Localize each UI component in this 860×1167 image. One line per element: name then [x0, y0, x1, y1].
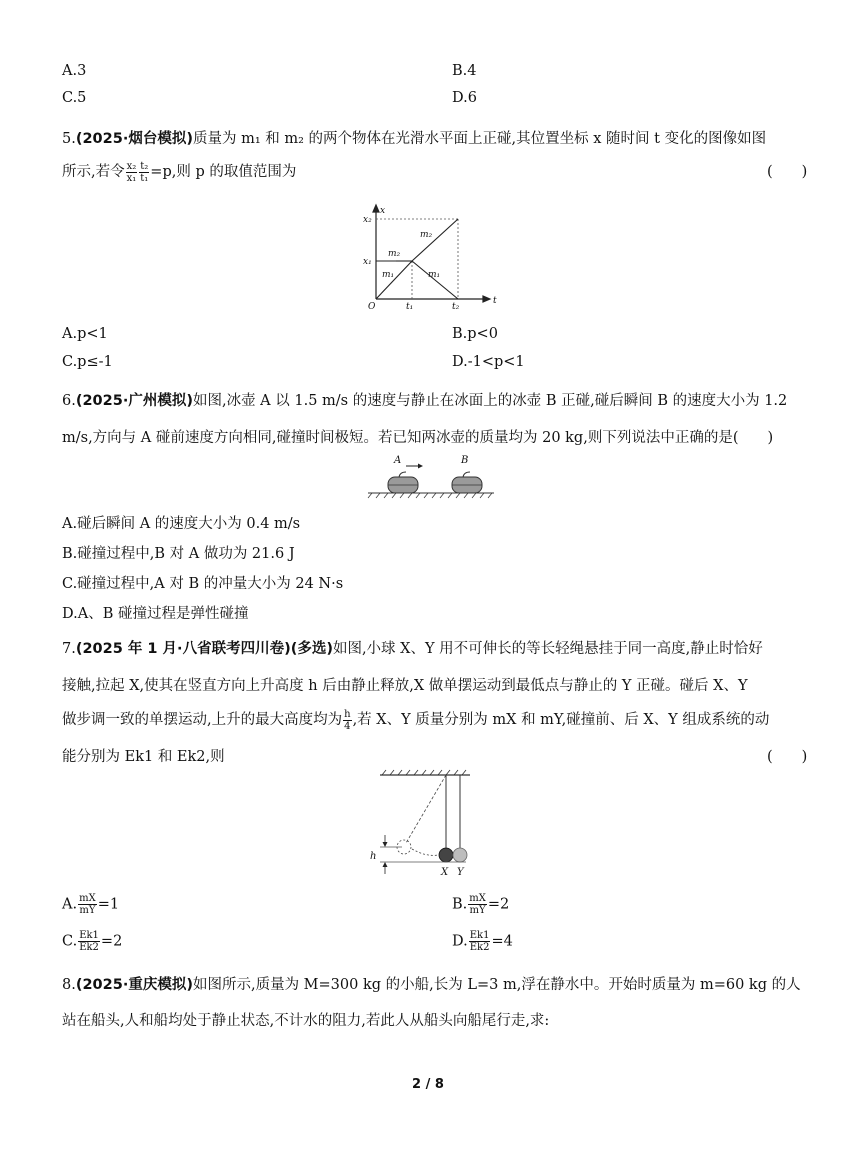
q4-option-d: D.6	[452, 90, 477, 106]
q7-answer-paren: ( )	[767, 749, 808, 765]
q6-option-c: C.碰撞过程中,A 对 B 的冲量大小为 24 N·s	[62, 576, 344, 592]
q6-line1	[62, 389, 787, 410]
q7-option-b-fraction	[468, 893, 487, 916]
q5-option-a: A.p<1	[62, 326, 108, 342]
q5-line2	[62, 160, 296, 184]
q7-line4: 能分别为 Ek1 和 Ek2,则	[62, 749, 225, 765]
q8-source: (2025·重庆模拟)	[75, 977, 193, 993]
ball-y-icon	[453, 848, 467, 862]
q7-option-d-den: Ek2	[469, 942, 490, 953]
q5-frac-x-num: x₂	[126, 160, 137, 172]
q6-label-b: B	[461, 455, 469, 466]
q7-option-b-num: mX	[469, 893, 486, 904]
q7-option-d-letter: D.	[452, 933, 468, 950]
q5-number: 5.	[62, 131, 76, 147]
q7-frac-h-den: 4	[344, 720, 351, 732]
q6-text-1: 如图,冰壶 A 以 1.5 m/s 的速度与静止在冰面上的冰壶 B 正碰,碰后瞬间 B 的速度大小为 1.2	[192, 393, 788, 409]
q5-position-time-graph	[362, 203, 502, 313]
q5-frac-x-den: x₁	[126, 172, 137, 184]
q7-line3	[62, 708, 769, 732]
q7-label-x: X	[441, 867, 449, 878]
q5-tick-x2: x₂	[363, 215, 372, 225]
q7-label-h: h	[370, 851, 377, 862]
ball-x-icon	[439, 848, 453, 862]
q6-option-a: A.碰后瞬间 A 的速度大小为 0.4 m/s	[62, 516, 301, 532]
q7-option-a-rhs: =1	[97, 896, 120, 913]
q7-option-c-num: Ek1	[79, 930, 99, 941]
q7-option-c-rhs: =2	[100, 933, 123, 950]
q7-text-3-suffix: ,若 X、Y 质量分别为 mX 和 mY,碰撞前、后 X、Y 组成系统的动	[352, 712, 770, 728]
q5-text-1: 质量为 m₁ 和 m₂ 的两个物体在光滑水平面上正碰,其位置坐标 x 随时间 t 变化的图像如图	[192, 131, 767, 147]
q7-option-a-letter: A.	[62, 896, 78, 913]
q4-option-c: C.5	[62, 90, 87, 106]
q5-m2-line-after	[412, 219, 458, 261]
q5-m1-line-after	[412, 261, 458, 299]
curling-stone-a-icon	[388, 472, 418, 493]
q7-option-b-rhs: =2	[487, 896, 510, 913]
q7-option-a-den: mY	[79, 905, 96, 916]
q5-label-m2-after: m₂	[420, 230, 433, 240]
q5-option-c: C.p≤-1	[62, 354, 113, 370]
q6-option-b: B.碰撞过程中,B 对 A 做功为 21.6 J	[62, 546, 295, 562]
q7-option-b-letter: B.	[452, 896, 468, 913]
q5-fraction-x	[126, 161, 138, 184]
q5-label-m1-after: m₁	[428, 270, 441, 280]
q5-fraction-t	[139, 161, 149, 184]
page-number: 2 / 8	[412, 1077, 444, 1092]
q5-label-m2-before: m₂	[388, 249, 401, 259]
q5-origin-label: O	[368, 302, 376, 312]
q4-option-a: A.3	[62, 63, 87, 79]
q5-t-axis-label: t	[493, 296, 497, 306]
q5-label-m1-before: m₁	[382, 270, 395, 280]
q5-tick-x1: x₁	[363, 257, 372, 267]
curling-stone-b-icon	[452, 472, 482, 493]
q5-source: (2025·烟台模拟)	[75, 131, 193, 147]
q7-option-a	[62, 893, 119, 916]
q7-number: 7.	[62, 641, 76, 657]
q7-label-y: Y	[457, 867, 464, 878]
q7-line1	[62, 637, 763, 658]
q7-option-a-num: mX	[79, 893, 96, 904]
q7-option-b-den: mY	[469, 905, 486, 916]
q7-frac-h-num: h	[344, 708, 351, 720]
q7-option-c-den: Ek2	[79, 942, 99, 953]
q8-text-1: 如图所示,质量为 M=300 kg 的小船,长为 L=3 m,浮在静水中。开始时质量为 m=60 kg 的人	[192, 977, 801, 993]
q5-tick-t1: t₁	[406, 302, 414, 312]
q6-line2: m/s,方向与 A 碰前速度方向相同,碰撞时间极短。若已知两冰壶的质量均为 20 kg,则下列说法中正确的是( )	[62, 430, 774, 446]
q6-curling-figure	[366, 451, 496, 501]
q5-option-b: B.p<0	[452, 326, 498, 342]
q7-source: (2025 年 1 月·八省联考四川卷)(多选)	[75, 641, 333, 657]
q7-option-c	[62, 930, 122, 953]
q5-x-axis-label: x	[380, 206, 386, 216]
q7-pendulum-figure	[366, 769, 486, 879]
q5-x-axis-arrow-icon	[373, 205, 379, 212]
q4-option-b: B.4	[452, 63, 477, 79]
q7-option-d-num: Ek1	[469, 930, 490, 941]
q7-text-1: 如图,小球 X、Y 用不可伸长的等长轻绳悬挂于同一高度,静止时恰好	[332, 641, 763, 657]
q5-frac-t-num: t₂	[140, 160, 149, 172]
q7-option-c-fraction	[78, 930, 100, 953]
q5-m1-line-before	[376, 261, 412, 299]
q8-number: 8.	[62, 977, 76, 993]
q8-line1	[62, 973, 801, 994]
q7-option-d	[452, 930, 513, 953]
q5-line1	[62, 127, 766, 148]
q5-t-axis-arrow-icon	[483, 296, 490, 302]
q6-source: (2025·广州模拟)	[75, 393, 193, 409]
q5-answer-paren: ( )	[767, 164, 808, 180]
q7-line2: 接触,拉起 X,使其在竖直方向上升高度 h 后由静止释放,X 做单摆运动到最低点与静止的 Y 正碰。碰后 X、Y	[62, 678, 748, 694]
q5-text-2-prefix: 所示,若令	[62, 164, 125, 180]
q5-frac-t-den: t₁	[140, 172, 149, 184]
q8-line2: 站在船头,人和船均处于静止状态,不计水的阻力,若此人从船头向船尾行走,求:	[62, 1013, 550, 1029]
q5-option-d: D.-1<p<1	[452, 354, 525, 370]
q7-option-c-letter: C.	[62, 933, 78, 950]
q6-label-a: A	[394, 455, 402, 466]
q5-text-2-suffix: =p,则 p 的取值范围为	[150, 164, 297, 180]
q7-fraction-h	[343, 709, 351, 732]
q7-text-3-prefix: 做步调一致的单摆运动,上升的最大高度均为	[62, 712, 343, 728]
q7-option-d-rhs: =4	[491, 933, 513, 950]
q5-tick-t2: t₂	[452, 302, 460, 312]
q6-number: 6.	[62, 393, 76, 409]
velocity-arrow-icon	[406, 464, 423, 469]
q6-option-d: D.A、B 碰撞过程是弹性碰撞	[62, 606, 249, 622]
q7-option-d-fraction	[469, 930, 491, 953]
q7-option-b	[452, 893, 509, 916]
q7-option-a-fraction	[78, 893, 97, 916]
